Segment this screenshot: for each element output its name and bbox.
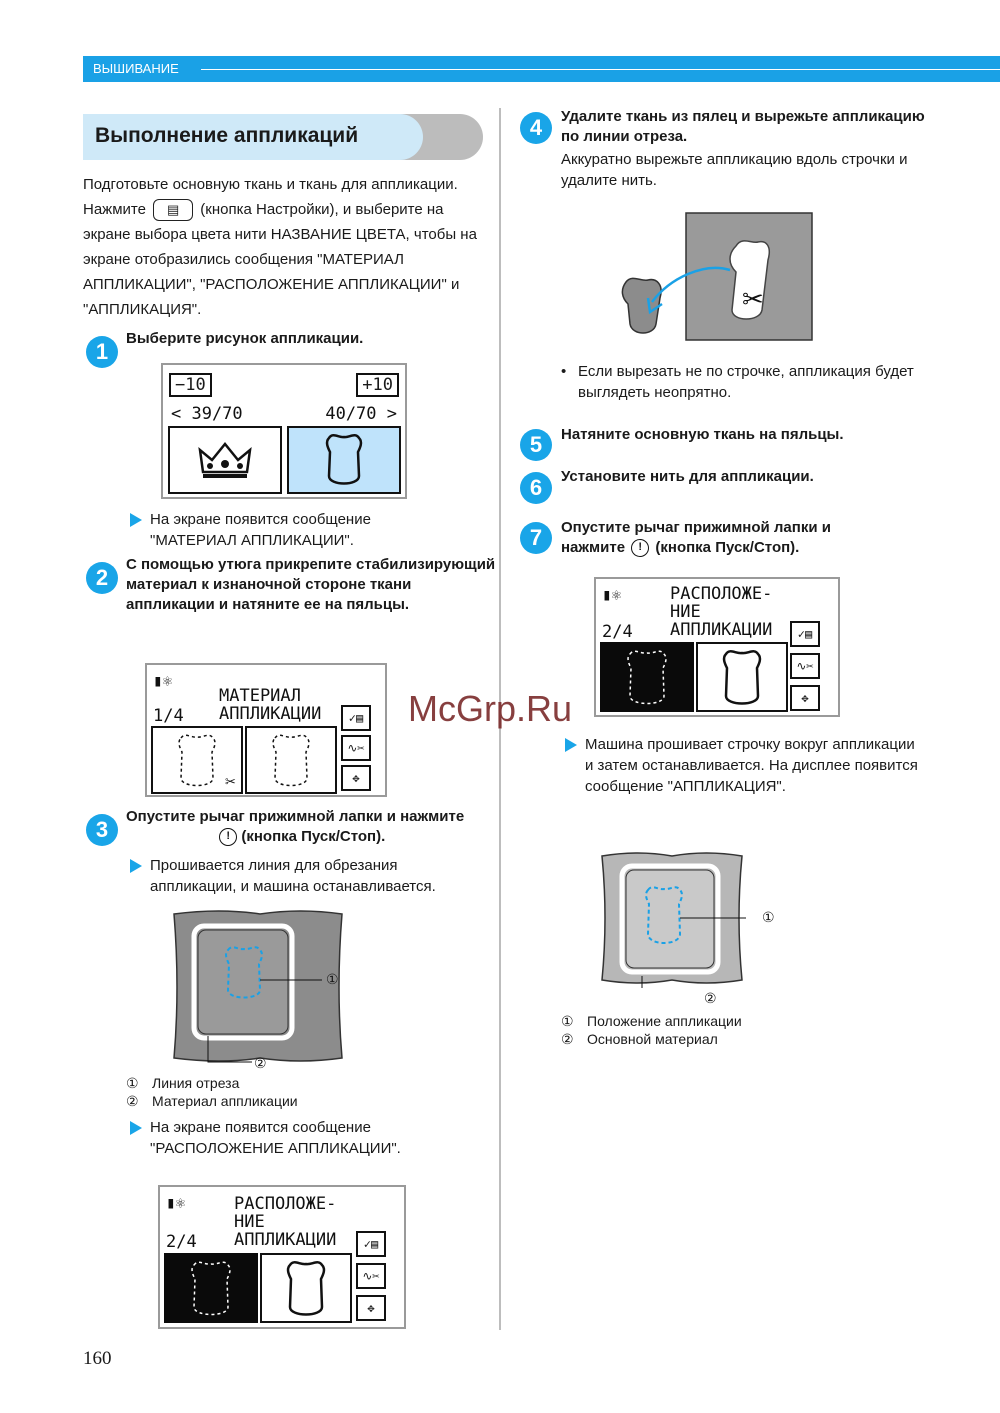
lcd-applique-position-right — [594, 577, 840, 717]
applique-outline-icon — [247, 728, 335, 792]
step-3-result-2-text: На экране появится сообщение "РАСПОЛОЖЕНИЕ АППЛИКАЦИИ". — [150, 1119, 401, 1157]
move-button[interactable]: ✥ — [341, 765, 371, 791]
section-header-bar — [83, 56, 1000, 82]
page-number: 160 — [83, 1348, 112, 1369]
applique-outline-icon — [153, 728, 241, 792]
step-7-title-b: нажмите — [561, 539, 626, 556]
step-6-title: Установите нить для аппликации. — [561, 468, 814, 485]
next-color-cell — [260, 1253, 352, 1323]
hoop-cut-line-illustration — [170, 908, 350, 1070]
result-arrow-icon — [130, 859, 142, 873]
intro-text-1: Подготовьте основную ткань и ткань для аппликации. Нажмите — [83, 176, 458, 218]
cutting-applique-illustration — [618, 212, 814, 342]
next-page-counter[interactable]: 40/70 > — [325, 404, 397, 424]
position-label-1: РАСПОЛОЖЕ- — [670, 584, 773, 604]
start-stop-icon: ! — [219, 828, 237, 846]
result-arrow-icon — [130, 1121, 142, 1135]
step-3-title-a: Опустите рычаг прижимной лапки и нажмите — [126, 808, 465, 825]
callout-2-left: ② — [254, 1055, 267, 1071]
step-4-bullet — [561, 361, 921, 403]
current-color-cell — [151, 726, 243, 794]
svg-text:✂: ✂ — [225, 774, 236, 789]
step-2-title: С помощью утюга прикрепите стабилизирующий материал к изнаночной стороне ткани аппликации и натяните ее на пяльцы. — [126, 556, 496, 613]
stitch-button[interactable]: ∿✂ — [356, 1263, 386, 1289]
stitch-button[interactable]: ∿✂ — [341, 735, 371, 761]
step-4-title: Удалите ткань из пялец и вырежьте аппликацию по линии отреза. — [561, 108, 925, 145]
applique-outline-icon — [602, 644, 692, 710]
crown-icon — [170, 428, 280, 492]
lcd-pattern-select — [161, 363, 407, 499]
bear-applique-icon — [289, 428, 399, 492]
current-color-cell — [600, 642, 694, 712]
pattern-bear-selected[interactable] — [287, 426, 401, 494]
bullet-icon: • — [561, 363, 567, 380]
color-counter: 1/4 — [153, 706, 184, 726]
legend-item: ② Основной материал — [561, 1031, 718, 1047]
position-label-1: РАСПОЛОЖЕ- — [234, 1194, 337, 1214]
step-3-result-1 — [128, 855, 488, 897]
lcd-applique-position-left — [158, 1185, 406, 1329]
step-7-result-text: Машина прошивает строчку вокруг аппликации и затем останавливается. На дисплее появится сообщение "АППЛИКАЦИЯ". — [585, 736, 918, 795]
settings-key-icon: ▤ — [153, 199, 193, 221]
embroidery-frame-icon: ▮⚛ — [602, 585, 622, 604]
plus-10-button[interactable]: +10 — [356, 373, 399, 397]
step-1-result-text: На экране появится сообщение "МАТЕРИАЛ АППЛИКАЦИИ". — [150, 511, 371, 549]
result-arrow-icon — [130, 513, 142, 527]
legend-item: ① Линия отреза — [126, 1075, 240, 1091]
next-color-cell — [245, 726, 337, 794]
step-7-title-a: Опустите рычаг прижимной лапки и — [561, 519, 831, 536]
color-counter: 2/4 — [166, 1232, 197, 1252]
current-color-cell — [164, 1253, 258, 1323]
step-3-result-2 — [128, 1117, 488, 1159]
page-title-banner — [83, 114, 483, 160]
intro-text-2: (кнопка Настройки), и выберите на экране выбора цвета нити НАЗВАНИЕ ЦВЕТА, чтобы на экране отобразились сообщения "МАТЕРИАЛ АППЛИКАЦИИ", "РАСПОЛОЖЕНИЕ АППЛИКАЦИИ" и "АППЛИКАЦИЯ". — [83, 201, 477, 318]
header-rule — [201, 69, 1000, 70]
applique-outline-icon — [166, 1255, 256, 1321]
step-5-title: Натяните основную ткань на пяльцы. — [561, 426, 844, 443]
step-7-title — [561, 518, 931, 558]
step-6-number: 6 — [520, 472, 552, 504]
step-7-result — [563, 734, 923, 797]
hoop-position-illustration — [598, 850, 746, 988]
lcd-applique-material — [145, 663, 387, 797]
next-color-cell — [696, 642, 788, 712]
stitch-button[interactable]: ∿✂ — [790, 653, 820, 679]
step-2-number: 2 — [86, 562, 118, 594]
callout-1-left: ① — [326, 971, 339, 987]
start-stop-icon: ! — [631, 539, 649, 557]
section-label: ВЫШИВАНИЕ — [93, 61, 179, 76]
step-7-title-c: (кнопка Пуск/Стоп). — [655, 539, 800, 556]
legend-left — [126, 1074, 298, 1110]
step-3-number: 3 — [86, 814, 118, 846]
svg-text:✂: ✂ — [742, 284, 764, 314]
legend-item: ① Положение аппликации — [561, 1013, 742, 1029]
callout-2-right: ② — [704, 990, 717, 1006]
step-4-body: Аккуратно вырежьте аппликацию вдоль строчки и удалите нить. — [561, 151, 908, 189]
embroidery-frame-icon: ▮⚛ — [153, 671, 173, 690]
material-label-2: АППЛИКАЦИИ — [219, 704, 322, 724]
step-1-title: Выберите рисунок аппликации. — [126, 330, 364, 347]
step-4-bullet-text: Если вырезать не по строчке, аппликация будет выглядеть неопрятно. — [578, 363, 914, 401]
position-label-2: НИЕ — [670, 602, 701, 622]
material-label-1: МАТЕРИАЛ — [219, 686, 301, 706]
bear-applique-icon — [262, 1255, 350, 1321]
position-label-3: АППЛИКАЦИИ — [670, 620, 773, 640]
thread-check-button[interactable]: ✓▤ — [790, 621, 820, 647]
step-1-number: 1 — [86, 336, 118, 368]
position-label-3: АППЛИКАЦИИ — [234, 1230, 337, 1250]
color-counter: 2/4 — [602, 622, 633, 642]
move-button[interactable]: ✥ — [356, 1295, 386, 1321]
move-button[interactable]: ✥ — [790, 685, 820, 711]
legend-item: ② Материал аппликации — [126, 1093, 298, 1109]
embroidery-frame-icon: ▮⚛ — [166, 1193, 186, 1212]
watermark: McGrp.Ru — [408, 688, 573, 729]
thread-check-button[interactable]: ✓▤ — [341, 705, 371, 731]
minus-10-button[interactable]: −10 — [169, 373, 212, 397]
step-3-title-b: (кнопка Пуск/Стоп). — [241, 828, 386, 845]
step-4-number: 4 — [520, 112, 552, 144]
page-title: Выполнение аппликаций — [95, 124, 359, 147]
prev-page-counter[interactable]: < 39/70 — [171, 404, 243, 424]
step-3-result-1-text: Прошивается линия для обрезания аппликации, и машина останавливается. — [150, 857, 436, 895]
result-arrow-icon — [565, 738, 577, 752]
thread-check-button[interactable]: ✓▤ — [356, 1231, 386, 1257]
callout-1-right: ① — [762, 909, 775, 925]
step-3-title — [126, 807, 496, 847]
pattern-crown[interactable] — [168, 426, 282, 494]
title-banner — [83, 114, 423, 160]
step-5-number: 5 — [520, 429, 552, 461]
bear-applique-icon — [698, 644, 786, 710]
step-7-number: 7 — [520, 522, 552, 554]
position-label-2: НИЕ — [234, 1212, 265, 1232]
legend-right — [561, 1012, 742, 1048]
step-1-result — [128, 509, 428, 551]
intro-paragraph — [83, 172, 493, 322]
